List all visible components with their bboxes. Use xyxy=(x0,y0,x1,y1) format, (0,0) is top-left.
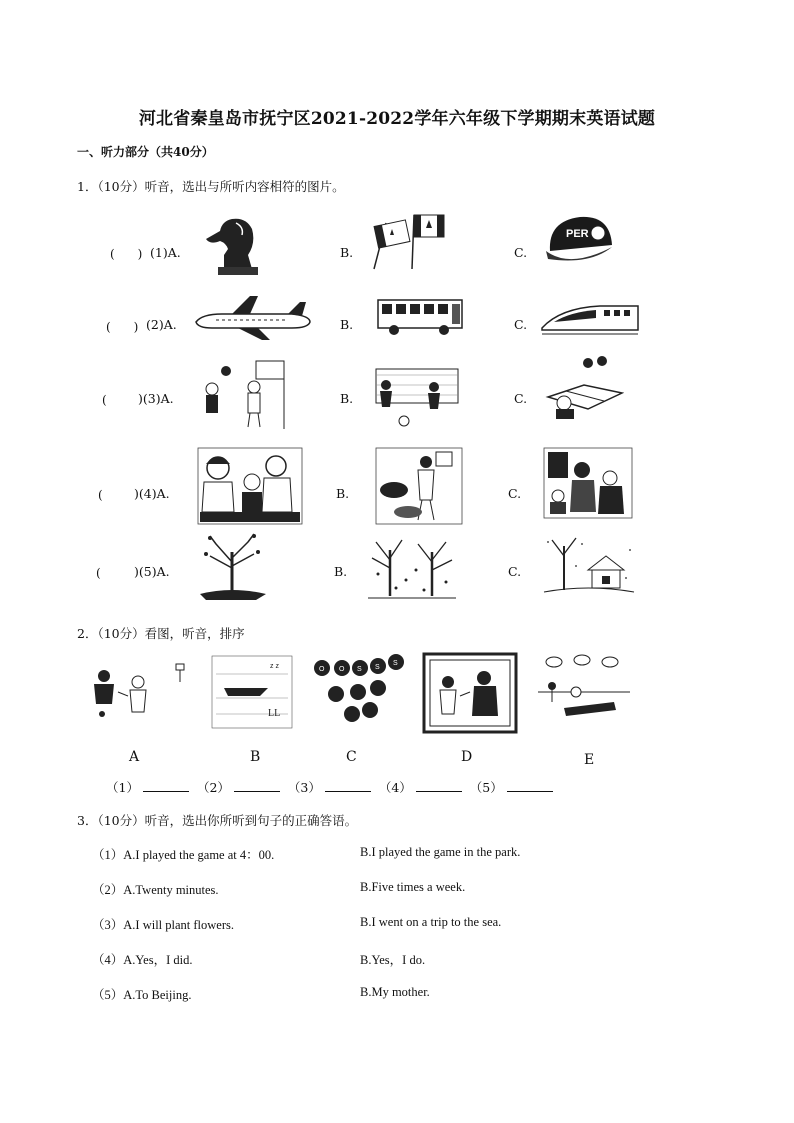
bus-picture[interactable] xyxy=(376,296,464,336)
option-b-label: B. xyxy=(340,317,354,332)
option-c-label: C. xyxy=(508,564,522,579)
option-b-label: B. xyxy=(336,486,350,501)
option-c-label: C. xyxy=(514,391,528,406)
chess-knight-picture[interactable] xyxy=(196,209,274,277)
q3-item-2-option-a[interactable]: （2）A.Twenty minutes. xyxy=(92,883,219,897)
q3-item-2-option-b[interactable]: B.Five times a week. xyxy=(360,880,466,894)
blank-label: （5） xyxy=(469,780,503,795)
answer-blank[interactable] xyxy=(234,780,280,792)
option-c-label: C. xyxy=(514,317,528,332)
canada-flags-picture[interactable] xyxy=(368,209,448,271)
option-a-label: )(5)A. xyxy=(134,564,170,579)
question-2-prompt: 2．（10分）看图，听音，排序 xyxy=(77,626,245,641)
q2-letter-a: A xyxy=(129,749,140,765)
q3-item-5-option-a[interactable]: （5）A.To Beijing. xyxy=(92,988,192,1002)
option-a-label: (2)A. xyxy=(146,317,177,332)
q2-answer-blanks xyxy=(106,778,557,796)
q3-item-4-option-a[interactable]: （4）A.Yes，I did. xyxy=(92,953,193,967)
q2-letter-b: B xyxy=(250,749,261,765)
q3-item-3-option-a[interactable]: （3）A.I will plant flowers. xyxy=(92,918,234,932)
svg-text:S: S xyxy=(357,666,362,673)
q2-picture-b[interactable] xyxy=(210,654,294,730)
answer-bracket[interactable]: ( ) xyxy=(110,247,143,261)
q2-picture-c[interactable] xyxy=(312,654,406,724)
q2-letter-c: C xyxy=(346,749,357,765)
q2-picture-d[interactable] xyxy=(422,652,518,734)
svg-text:O: O xyxy=(319,666,325,673)
raking-leaves-picture[interactable] xyxy=(374,446,464,526)
blank-label: （3） xyxy=(287,780,321,795)
kitchen-family-picture[interactable] xyxy=(542,446,634,520)
answer-bracket[interactable]: ( xyxy=(98,488,126,502)
option-c-label: C. xyxy=(508,486,522,501)
high-speed-train-picture[interactable] xyxy=(540,298,640,338)
page-title: 河北省秦皇岛市抚宁区2021-2022学年六年级下学期期末英语试题 xyxy=(138,109,656,129)
family-dinner-picture[interactable] xyxy=(196,446,304,526)
svg-text:LL: LL xyxy=(268,708,281,719)
spring-tree-picture[interactable] xyxy=(196,532,268,602)
question-1-prompt: 1．（10分）听音，选出与所听内容相符的图片。 xyxy=(77,179,345,194)
question-3-prompt: 3．（10分）听音，选出你所听到句子的正确答语。 xyxy=(77,813,358,828)
svg-text:S: S xyxy=(393,660,398,667)
baseball-cap-picture[interactable] xyxy=(540,207,620,275)
option-b-label: B. xyxy=(340,245,354,260)
svg-text:PER: PER xyxy=(566,228,589,240)
blank-label: （4） xyxy=(378,780,412,795)
q2-letter-d: D xyxy=(461,749,473,765)
q3-item-4-option-b[interactable]: B.Yes，I do. xyxy=(360,953,426,967)
airplane-picture[interactable] xyxy=(192,292,314,342)
answer-blank[interactable] xyxy=(416,780,462,792)
q3-item-1-option-a[interactable]: （1）A.I played the game at 4：00. xyxy=(92,848,275,862)
svg-text:O: O xyxy=(339,666,345,673)
option-b-label: B. xyxy=(334,564,348,579)
q3-item-1-option-b[interactable]: B.I played the game in the park. xyxy=(360,845,521,859)
blank-label: （2） xyxy=(196,780,230,795)
option-c-label: C. xyxy=(514,245,528,260)
answer-blank[interactable] xyxy=(325,780,371,792)
q2-letter-e: E xyxy=(584,752,595,768)
blank-label: （1） xyxy=(106,780,139,795)
option-a-label: (1)A. xyxy=(150,245,181,260)
autumn-trees-picture[interactable] xyxy=(366,530,458,602)
option-b-label: B. xyxy=(340,391,354,406)
answer-bracket[interactable]: ( xyxy=(102,393,130,407)
section-heading-listening: 一、听力部分（共40分） xyxy=(77,145,214,159)
option-a-label: )(4)A. xyxy=(134,486,170,501)
q3-item-3-option-b[interactable]: B.I went on a trip to the sea. xyxy=(360,915,502,929)
q3-item-5-option-b[interactable]: B.My mother. xyxy=(360,985,430,999)
svg-text:S: S xyxy=(375,664,380,671)
answer-bracket[interactable]: ( xyxy=(96,566,124,580)
basketball-picture[interactable] xyxy=(196,357,288,431)
answer-bracket[interactable]: ( ) xyxy=(106,320,139,334)
svg-text:z z: z z xyxy=(270,663,279,670)
q2-picture-a[interactable] xyxy=(90,660,190,722)
table-tennis-picture[interactable] xyxy=(544,355,624,421)
answer-blank[interactable] xyxy=(143,780,189,792)
q2-picture-e[interactable] xyxy=(536,652,632,726)
answer-blank[interactable] xyxy=(507,780,553,792)
winter-house-picture[interactable] xyxy=(542,530,636,600)
option-a-label: )(3)A. xyxy=(138,391,174,406)
football-picture[interactable] xyxy=(368,365,464,429)
